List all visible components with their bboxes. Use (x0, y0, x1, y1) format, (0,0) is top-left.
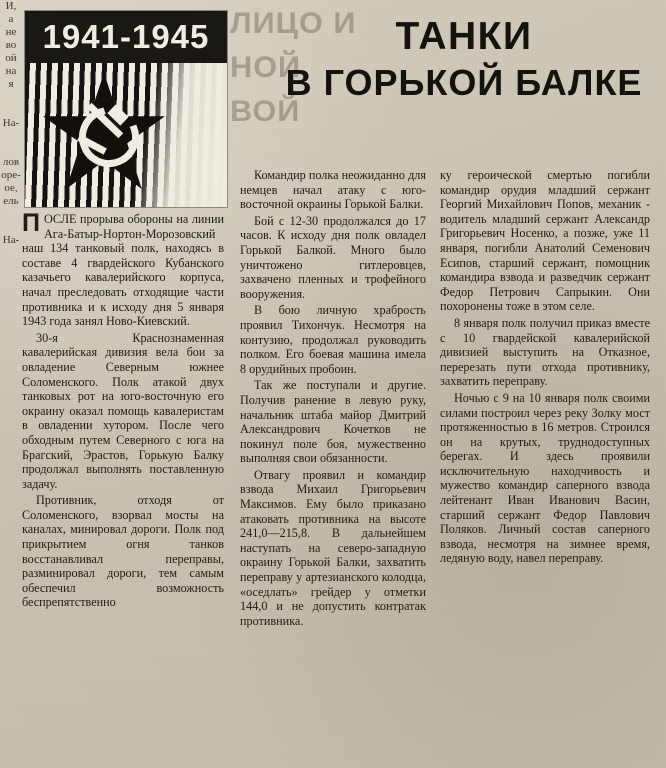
paragraph: Командир полка неожиданно для немцев начал атаку с юго-восточной окраины Горькой Балки. (240, 168, 426, 212)
article-column-1 (22, 209, 224, 612)
bleed-line: во (5, 39, 17, 51)
left-bleed-text (0, 0, 22, 768)
paragraph: Бой с 12-30 продолжался до 17 часов. К исходу дня полк овладел Горькой Балкой. Много было уничтожено гитлеровцев, захвачено пленных и трофейного вооружения. (240, 213, 426, 301)
headline-line-2: В ГОРЬКОЙ БАЛКЕ (285, 62, 643, 103)
bleed-line: лов (2, 156, 20, 168)
article-column-3 (440, 168, 650, 568)
paragraph: 8 января полк получил приказ вместе с 10 гвардейской кавалерийской дивизией выступить на Отказное, перерезать пути отхода противнику, захватить переправу. (440, 315, 650, 389)
bleed-line: оре- (1, 169, 21, 181)
bleed-line: на (5, 65, 17, 77)
paragraph: В бою личную храбрость проявил Тихончук. Несмотря на контузию, продолжал руководить полком. Его боевая машина имела 8 орудийных пробоин. (240, 303, 426, 376)
emblem-years-label: 1941-1945 (25, 11, 227, 63)
bleed-gap (0, 130, 22, 156)
soviet-star-icon (43, 73, 165, 195)
paragraph-text: ОСЛЕ прорыва обороны на линии Ага-Батыр-Нортон-Морозовский наш 134 танковый полк, находясь в составе 4 гвардейского Кубанского казачьего кавалерийского корпуса, начал преследовать отходящие части противника и к исходу дня 5 января 1943 года занял Ново-Киевский. (22, 212, 224, 329)
paragraph: Так же поступали и другие. Получив ранение в левую руку, начальник штаба майор Дмитрий Александрович Кочетков не покинул поле боя, мужественно выполняя свои обязанности. (240, 378, 426, 466)
paragraph: 30-я Краснознаменная кавалерийская дивизия вела бои за овладение Северным южнее Соломенского. Полк атакой двух танковых рот на юго-восточную его окраину оказал помощь кавалеристам в овладении хутором. После чего обходным путем Северного с юга на Брагский, Эрастов, Горькую Балку продолжал выполнять поставленную задачу. (22, 330, 224, 491)
ghost-line: ВОЙ (230, 95, 301, 128)
paragraph: ку героической смертью погибли командир орудия младший сержант Георгий Михайлович Попов, механик - водитель младший сержант Александр Григорьевич Носенко, а позже, уже 11 января, погибли Анатолий Семенович Есипов, старший сержант, помощник командира взвода и разведчик сержант Федор Петрович Сапрыкин. Они похоронены тоже в этом селе. (440, 168, 650, 314)
bleed-line: На- (2, 234, 20, 246)
bleed-line: ель (3, 195, 19, 207)
bleed-line: ое, (4, 182, 18, 194)
bleed-line: На- (2, 117, 20, 129)
article-column-2 (240, 168, 426, 630)
ghost-line: ЛИЦО И (230, 7, 357, 40)
paragraph: Отвагу проявил и командир взвода Михаил Григорьевич Максимов. Ему было приказано атаковать противника на высоте 241,0—215,8. В дальнейшем наступать на северо-западную окраину Горькой Балки, захватить переправу у артезианского колодца, «оседлать» грейдер у отметки 144,0 и не допустить контратак противника. (240, 467, 426, 628)
bleed-line: И, (5, 0, 17, 12)
paragraph (22, 209, 224, 329)
paragraph: Ночью с 9 на 10 января полк своими силами построил через реку Золку мост протяженностью в 16 метров. Строился он на крутых, труднодоступных берегах. И здесь проявили исключительную находчивость и мужество командир саперного взвода лейтенант Иван Иванович Васин, старший сержант Федор Павлович Поляков. Личный состав саперного взвода, несмотря на зимнее время, ледяную воду, навел переправу. (440, 390, 650, 566)
drop-cap: П (22, 209, 40, 237)
bleed-gap (0, 91, 22, 117)
bleed-line: а (8, 13, 14, 25)
paragraph: Противник, отходя от Соломенского, взорвал мосты на каналах, минировал дороги. Полк под прикрытием огня танков восстанавливал переправы, разминировал дороги, тем самым обеспечил возможность беспрепятственно (22, 493, 224, 610)
bleed-line: ой (5, 52, 17, 64)
headline-line-1: ТАНКИ (395, 15, 533, 58)
hammer-sickle-icon (73, 101, 135, 163)
bleed-gap (0, 208, 22, 234)
ghost-line: НОЙ (230, 51, 302, 84)
article-headline (272, 14, 656, 106)
victory-emblem (24, 10, 228, 208)
bleed-line: я (8, 78, 14, 90)
bleed-line: не (5, 26, 17, 38)
